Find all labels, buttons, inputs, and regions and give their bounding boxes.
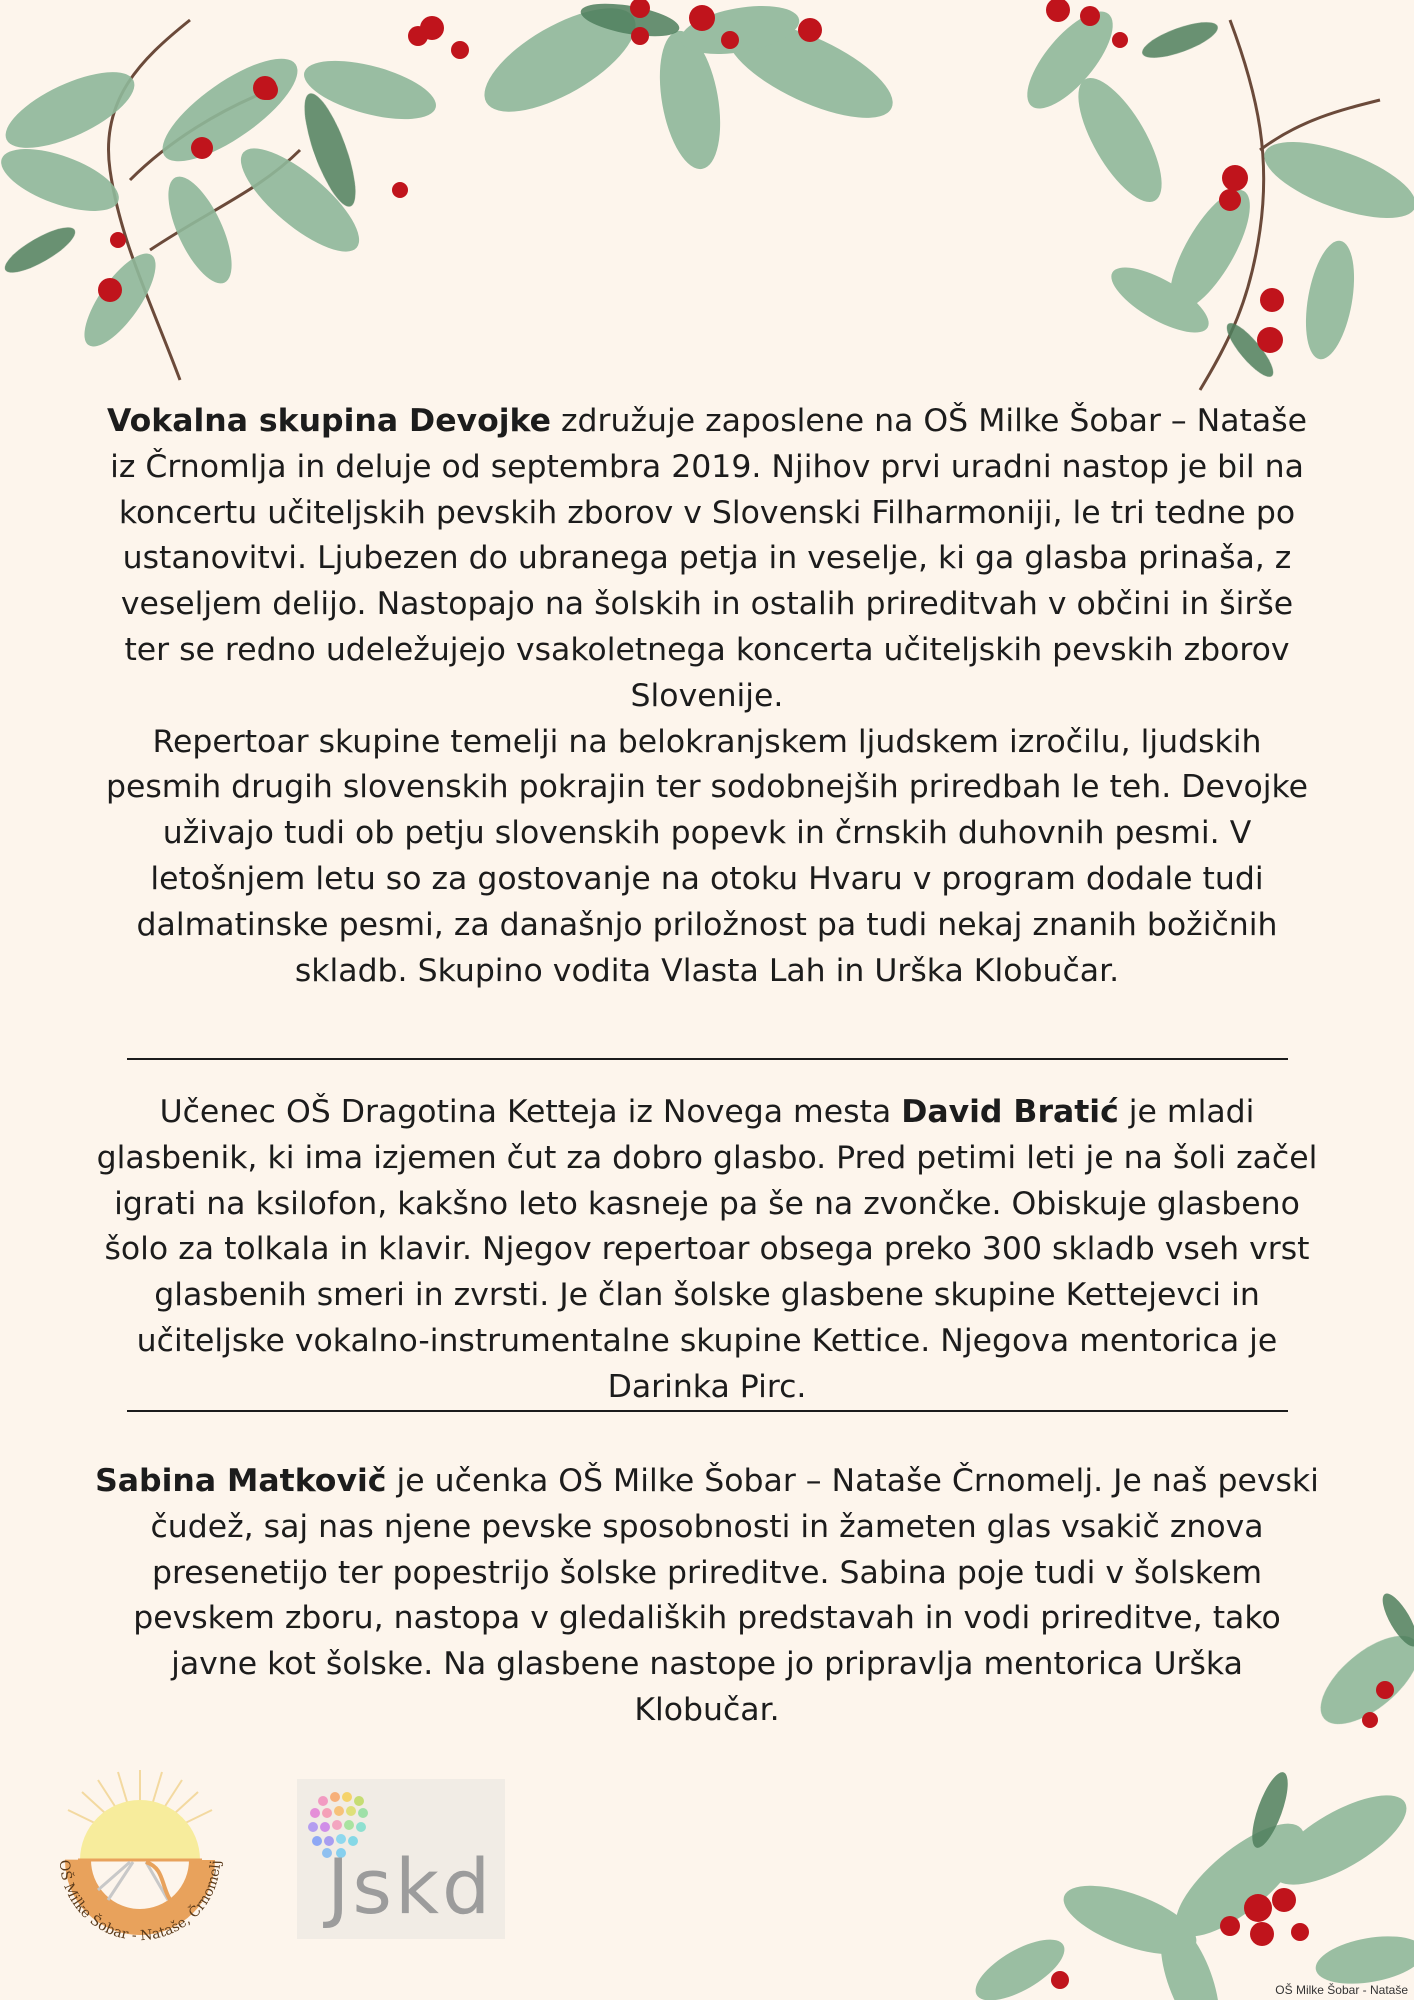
section-divider-2 xyxy=(127,1410,1288,1412)
mistletoe-top-left-decoration xyxy=(0,0,520,390)
david-bratic-name: David Bratić xyxy=(901,1094,1119,1130)
image-credit: OŠ Milke Šobar - Nataše xyxy=(1275,1983,1408,1997)
section-vokalna-skupina-paragraph-2: Repertoar skupine temelji na belokranjskem ljudskem izročilu, ljudskih pesmih drugih slovenskih pokrajin ter sodobnejših priredbah le teh. Devojke uživajo tudi ob petju slovenskih popevk in črnskih duhovnih pesmi. V letošnjem letu so za gostovanje na otoku Hvaru v program dodale tudi dalmatinske pesmi, za današnjo priložnost pa tudi nekaj znanih božičnih skladb. Skupino vodita Vlasta Lah in Urška Klobučar. xyxy=(105,723,1309,989)
school-logo-ring-text: OŠ Milke Šobar - Nataše, Črnomelj xyxy=(55,1859,225,1945)
jskd-logo-text: Jskd xyxy=(327,1842,494,1931)
sabina-matkovic-name: Sabina Matkovič xyxy=(95,1463,387,1499)
section-sabina-matkovic xyxy=(95,1459,1319,1734)
section-vokalna-skupina xyxy=(95,399,1319,994)
mistletoe-top-center-decoration xyxy=(480,0,940,170)
section-divider-1 xyxy=(127,1058,1288,1060)
section-david-bratic xyxy=(95,1090,1319,1411)
vokalna-skupina-name: Vokalna skupina Devojke xyxy=(106,403,551,439)
section-david-bratic-paragraph xyxy=(95,1090,1319,1411)
vokalna-skupina-description: združuje zaposlene na OŠ Milke Šobar – Nataše iz Črnomlja in deluje od septembra 2019. Njihov prvi uradni nastop je bil na koncertu učiteljskih pevskih zborov v Slovenski Filharmoniji, le tri tedne po ustanovitvi. Ljubezen do ubranega petja in veselje, ki ga glasba prinaša, z veseljem delijo. Nastopajo na šolskih in ostalih prireditvah v občini in širše ter se redno udeležujejo vsakoletnega koncerta učiteljskih pevskih zborov Slovenije. xyxy=(110,403,1307,714)
section-vokalna-skupina-paragraph-1 xyxy=(95,399,1319,720)
school-logo xyxy=(38,1750,243,1955)
david-bratic-description: je mladi glasbenik, ki ima izjemen čut za dobro glasbo. Pred petimi leti je na šoli začel igrati na ksilofon, kakšno leto kasneje pa še na zvončke. Obiskuje glasbeno šolo za tolkala in klavir. Njegov repertoar obsega preko 300 skladb vseh vrst glasbenih smeri in zvrsti. Je član šolske glasbene skupine Kettejevci in učiteljske vokalno-instrumentalne skupine Kettice. Njegova mentorica je Darinka Pirc. xyxy=(96,1094,1318,1405)
section-sabina-matkovic-paragraph xyxy=(95,1459,1319,1734)
jskd-logo xyxy=(297,1779,505,1939)
mistletoe-top-right-decoration xyxy=(1000,0,1414,400)
sabina-matkovic-description: je učenka OŠ Milke Šobar – Nataše Črnomelj. Je naš pevski čudež, saj nas njene pevske sposobnosti in žameten glas vsakič znova presenetijo ter popestrijo šolske prireditve. Sabina poje tudi v šolskem pevskem zboru, nastopa v gledaliških predstavah in vodi prireditve, tako javne kot šolske. Na glasbene nastope jo pripravlja mentorica Urška Klobučar. xyxy=(133,1463,1319,1728)
david-bratic-intro: Učenec OŠ Dragotina Ketteja iz Novega mesta xyxy=(159,1094,902,1130)
